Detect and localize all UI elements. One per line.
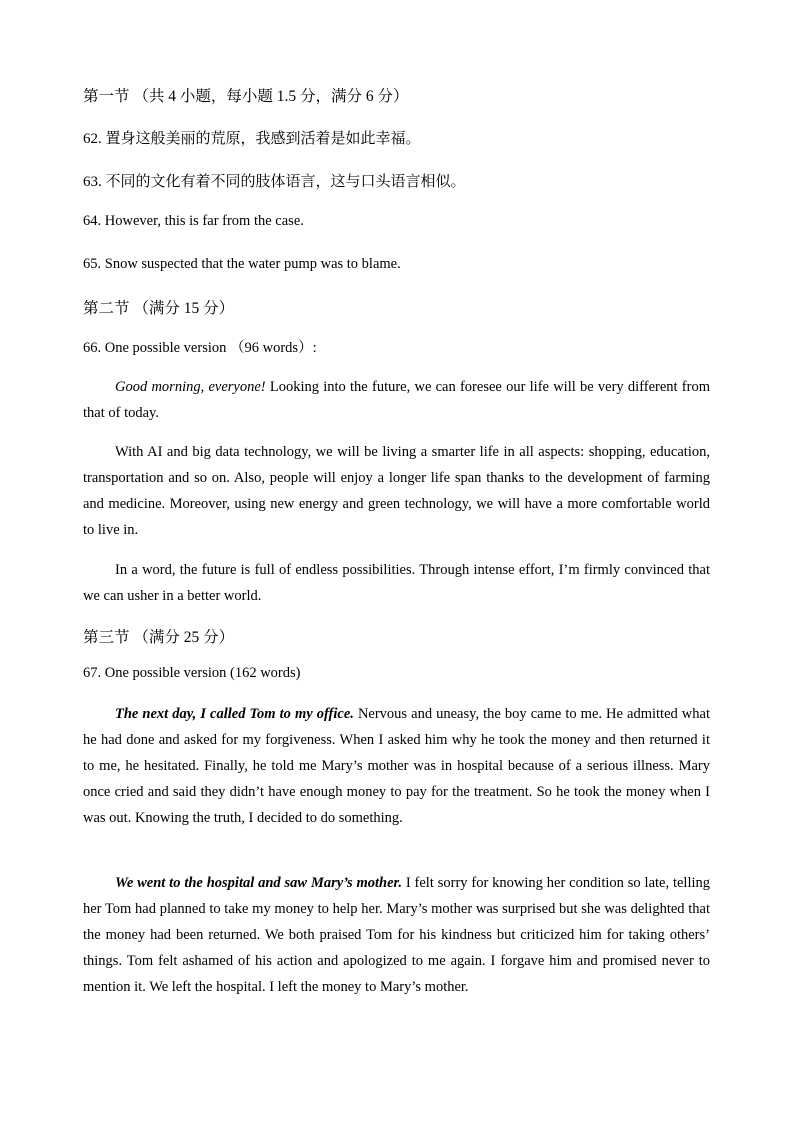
essay67-paragraph-2-lead: We went to the hospital and saw Mary’s mother.: [115, 875, 402, 891]
essay66-paragraph-3-text: In a word, the future is full of endless possibilities. Through intense effort, I’m firmly convinced that we can usher in a better world.: [83, 562, 710, 604]
essay66-paragraph-3: [83, 557, 710, 609]
essay66-paragraph-2: [83, 439, 710, 543]
essay67-paragraph-2: [83, 870, 710, 1000]
answer-64: 64. However, this is far from the case.: [83, 213, 304, 229]
answer-63: 63. 不同的文化有着不同的肢体语言，这与口头语言相似。: [83, 174, 466, 190]
section2-heading: 第二节 （满分 15 分）: [83, 300, 235, 317]
answer-65: 65. Snow suspected that the water pump was to blame.: [83, 256, 401, 272]
section3-heading: 第三节 （满分 25 分）: [83, 629, 235, 646]
essay67-paragraph-1: [83, 701, 710, 831]
section1-heading: 第一节 （共 4 小题，每小题 1.5 分，满分 6 分）: [83, 88, 409, 105]
essay67-paragraph-1-text: Nervous and uneasy, the boy came to me. He admitted what he had done and asked for my forgiveness. When I asked him why he took the money and then returned it to me, he hesitated. Finally, he told me Mary’s mother was in hospital because of a serious illness. Mary once cried and said they didn’t have enough money to pay for the treatment. So he took the money when I was out. Knowing the truth, I decided to do something.: [83, 706, 710, 826]
essay66-paragraph-1-text: Looking into the future, we can foresee our life will be very different from that of today.: [83, 379, 710, 421]
essay67-paragraph-2-text: I felt sorry for knowing her condition so late, telling her Tom had planned to take my money to help her. Mary’s mother was surprised but she was delighted that the money had been returned. We both praised Tom for his kindness but criticized him for taking others’ things. Tom felt ashamed of his action and apologized to me again. I forgave him and promised never to mention it. We left the hospital. I left the money to Mary’s mother.: [83, 875, 711, 995]
essay66-paragraph-2-text: With AI and big data technology, we will be living a smarter life in all aspects: shopping, education, transportation and so on. Also, people will enjoy a longer life span thanks to the development of farming and medicine. Moreover, using new energy and green technology, we will have a more comfortable world to live in.: [83, 444, 710, 538]
essay66-paragraph-1: [83, 374, 710, 426]
item-67-label: 67. One possible version (162 words): [83, 665, 301, 681]
essay66-paragraph-1-lead: Good morning, everyone!: [115, 379, 266, 395]
item-66-label: 66. One possible version （96 words）:: [83, 340, 317, 356]
answer-62: 62. 置身这般美丽的荒原，我感到活着是如此幸福。: [83, 131, 421, 147]
essay67-paragraph-1-lead: The next day, I called Tom to my office.: [115, 706, 354, 722]
